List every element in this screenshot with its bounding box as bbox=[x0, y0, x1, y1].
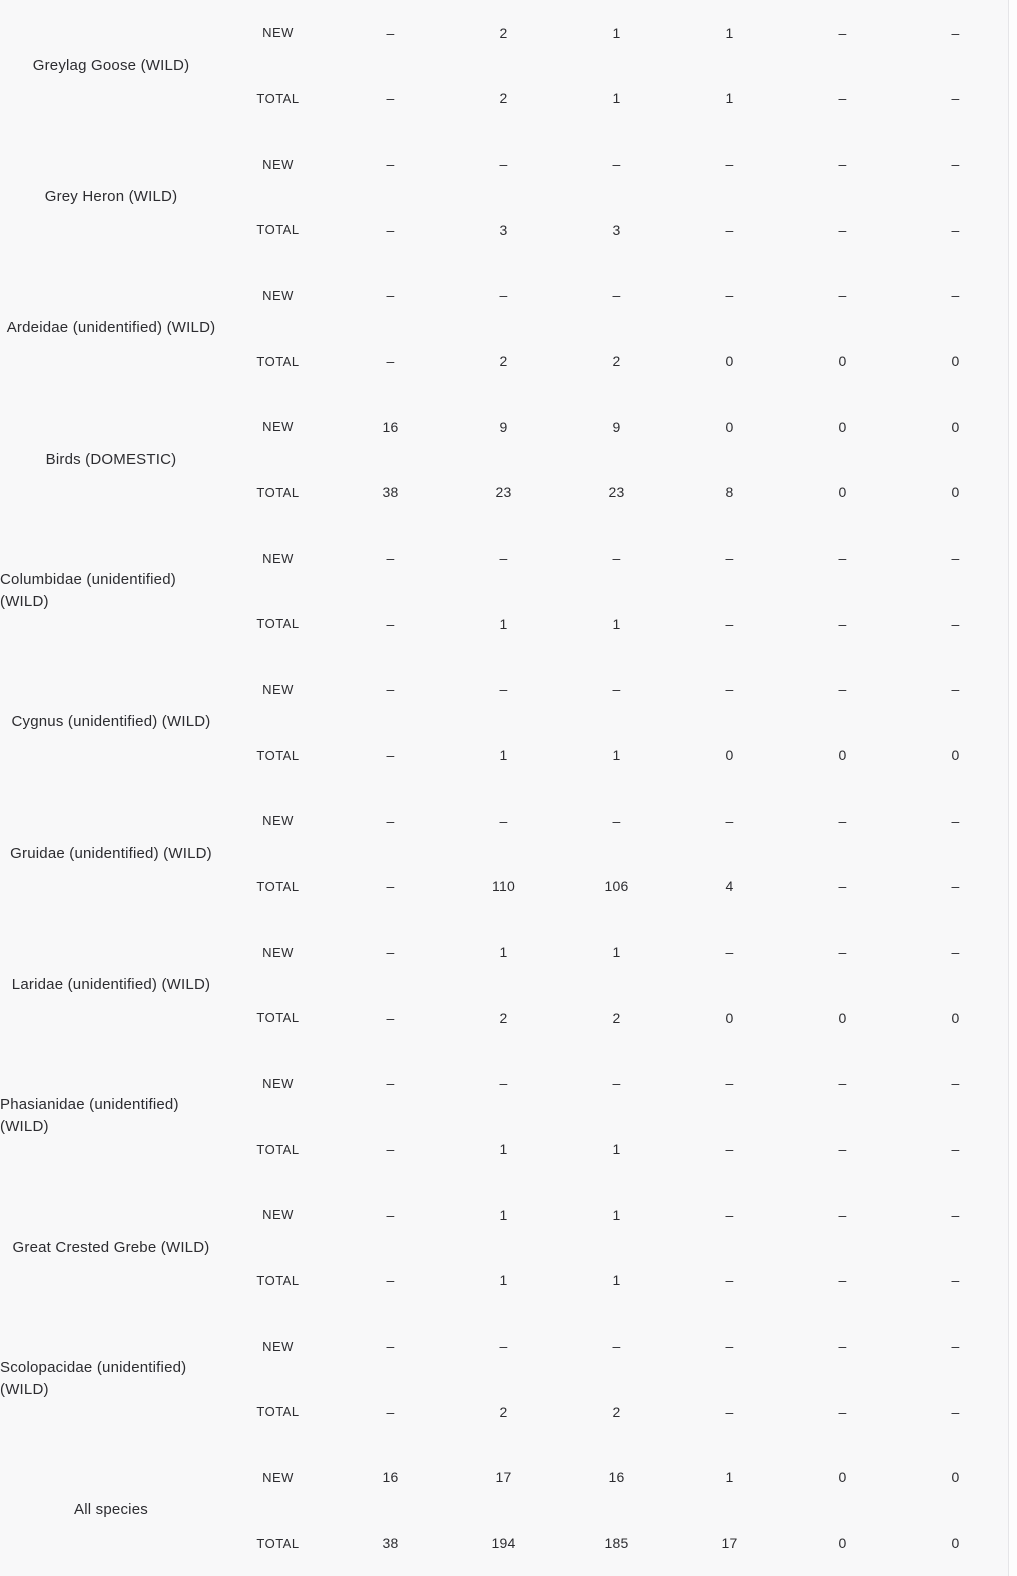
total-value-cell: 17 bbox=[721, 1535, 738, 1552]
new-value-cell: 1 bbox=[725, 1469, 734, 1486]
new-value-cell: 0 bbox=[838, 418, 847, 435]
total-value-cell: 0 bbox=[838, 1535, 847, 1552]
total-value-cell: 0 bbox=[951, 1535, 960, 1552]
row-type-label-new: NEW bbox=[262, 944, 294, 960]
total-value-cell: – bbox=[951, 221, 960, 238]
species-name bbox=[0, 1237, 222, 1259]
species-name bbox=[0, 711, 222, 733]
species-name bbox=[0, 449, 222, 471]
total-value-cell: 1 bbox=[612, 1272, 621, 1289]
total-value-cell: 2 bbox=[612, 1403, 621, 1420]
new-value-cell: – bbox=[838, 1206, 847, 1223]
new-value-cell: 16 bbox=[382, 1469, 399, 1486]
new-value-cell: 2 bbox=[499, 24, 508, 41]
species-row bbox=[0, 1051, 1008, 1182]
new-value-cell: 1 bbox=[499, 944, 508, 961]
species-name-text: Birds (DOMESTIC) bbox=[45, 450, 177, 468]
new-value-cell: – bbox=[951, 24, 960, 41]
total-value-cell: 2 bbox=[499, 1403, 508, 1420]
row-type-label-new: NEW bbox=[262, 813, 294, 829]
total-value-cell: 1 bbox=[499, 747, 508, 764]
new-value-cell: – bbox=[838, 944, 847, 961]
new-value-cell: – bbox=[951, 681, 960, 698]
total-value-cell: 2 bbox=[612, 1009, 621, 1026]
new-value-cell: – bbox=[386, 1075, 395, 1092]
new-value-cell: – bbox=[951, 812, 960, 829]
new-value-cell: – bbox=[951, 1075, 960, 1092]
species-name bbox=[0, 843, 222, 865]
new-value-cell: – bbox=[386, 24, 395, 41]
new-value-cell: – bbox=[951, 550, 960, 567]
total-value-cell: 2 bbox=[499, 90, 508, 107]
total-value-cell: – bbox=[838, 221, 847, 238]
new-value-cell: – bbox=[838, 156, 847, 173]
new-value-cell: 0 bbox=[838, 1469, 847, 1486]
row-type-label-total: TOTAL bbox=[256, 484, 300, 500]
new-value-cell: 1 bbox=[612, 1206, 621, 1223]
total-value-cell: – bbox=[725, 1272, 734, 1289]
species-name-text: Laridae (unidentified) (WILD) bbox=[11, 975, 211, 993]
new-value-cell: – bbox=[499, 812, 508, 829]
new-value-cell: – bbox=[612, 681, 621, 698]
species-name-text: Gruidae (unidentified) (WILD) bbox=[10, 844, 212, 862]
species-name-text: All species bbox=[74, 1501, 148, 1519]
row-type-label-new: NEW bbox=[262, 419, 294, 435]
total-value-cell: 0 bbox=[725, 1009, 734, 1026]
species-row bbox=[0, 1445, 1008, 1576]
total-value-cell: – bbox=[838, 90, 847, 107]
row-type-label-total: TOTAL bbox=[256, 222, 300, 238]
species-name-text: Grey Heron (WILD) bbox=[44, 188, 178, 205]
species-name-text: Cygnus (unidentified) (WILD) bbox=[11, 713, 211, 731]
total-value-cell: 1 bbox=[499, 1141, 508, 1158]
new-value-cell: – bbox=[725, 944, 734, 961]
new-value-cell: – bbox=[612, 287, 621, 304]
new-value-cell: – bbox=[499, 681, 508, 698]
row-type-label-total: TOTAL bbox=[256, 1535, 300, 1551]
new-value-cell: – bbox=[386, 944, 395, 961]
total-value-cell: 0 bbox=[725, 353, 734, 370]
row-type-label-total: TOTAL bbox=[256, 1141, 300, 1157]
total-value-cell: 1 bbox=[499, 615, 508, 632]
species-row bbox=[0, 919, 1008, 1050]
total-value-cell: – bbox=[838, 1403, 847, 1420]
total-value-cell: – bbox=[725, 615, 734, 632]
new-value-cell: 0 bbox=[951, 1469, 960, 1486]
total-value-cell: – bbox=[386, 353, 395, 370]
new-value-cell: 9 bbox=[612, 418, 621, 435]
new-value-cell: 0 bbox=[725, 418, 734, 435]
row-type-label-total: TOTAL bbox=[256, 90, 300, 106]
row-type-label-new: NEW bbox=[262, 287, 294, 303]
new-value-cell: – bbox=[612, 1338, 621, 1355]
new-value-cell: – bbox=[386, 156, 395, 173]
total-value-cell: 106 bbox=[604, 878, 629, 895]
total-value-cell: – bbox=[951, 1403, 960, 1420]
species-name bbox=[0, 1094, 222, 1138]
new-value-cell: – bbox=[951, 287, 960, 304]
new-value-cell: – bbox=[951, 944, 960, 961]
row-type-label-total: TOTAL bbox=[256, 1404, 300, 1420]
new-value-cell: – bbox=[612, 1075, 621, 1092]
total-value-cell: – bbox=[951, 615, 960, 632]
new-value-cell: – bbox=[725, 1338, 734, 1355]
new-value-cell: – bbox=[725, 812, 734, 829]
total-value-cell: – bbox=[838, 615, 847, 632]
total-value-cell: – bbox=[386, 1009, 395, 1026]
total-value-cell: 1 bbox=[725, 90, 734, 107]
species-name bbox=[0, 974, 222, 996]
total-value-cell: 23 bbox=[608, 484, 625, 501]
new-value-cell: – bbox=[725, 1206, 734, 1223]
species-row bbox=[0, 1182, 1008, 1313]
total-value-cell: 38 bbox=[382, 484, 399, 501]
species-row bbox=[0, 788, 1008, 919]
total-value-cell: 1 bbox=[612, 747, 621, 764]
total-value-cell: – bbox=[386, 747, 395, 764]
total-value-cell: 0 bbox=[951, 353, 960, 370]
new-value-cell: – bbox=[499, 287, 508, 304]
new-value-cell: – bbox=[386, 550, 395, 567]
new-value-cell: – bbox=[386, 287, 395, 304]
new-value-cell: 0 bbox=[951, 418, 960, 435]
total-value-cell: 194 bbox=[491, 1535, 516, 1552]
species-name bbox=[0, 55, 222, 77]
total-value-cell: 0 bbox=[838, 484, 847, 501]
species-row bbox=[0, 394, 1008, 525]
new-value-cell: 17 bbox=[495, 1469, 512, 1486]
species-name bbox=[0, 569, 222, 613]
total-value-cell: 1 bbox=[612, 90, 621, 107]
total-value-cell: 1 bbox=[612, 615, 621, 632]
row-type-label-new: NEW bbox=[262, 1207, 294, 1223]
species-name bbox=[0, 1499, 222, 1521]
total-value-cell: 0 bbox=[951, 484, 960, 501]
new-value-cell: – bbox=[499, 156, 508, 173]
row-type-label-total: TOTAL bbox=[256, 878, 300, 894]
new-value-cell: – bbox=[725, 156, 734, 173]
new-value-cell: – bbox=[838, 681, 847, 698]
total-value-cell: 23 bbox=[495, 484, 512, 501]
new-value-cell: – bbox=[838, 812, 847, 829]
new-value-cell: 1 bbox=[612, 24, 621, 41]
total-value-cell: 38 bbox=[382, 1535, 399, 1552]
new-value-cell: – bbox=[612, 550, 621, 567]
total-value-cell: 0 bbox=[951, 747, 960, 764]
total-value-cell: 110 bbox=[492, 878, 515, 895]
new-value-cell: – bbox=[838, 287, 847, 304]
new-value-cell: – bbox=[612, 156, 621, 173]
total-value-cell: – bbox=[386, 221, 395, 238]
species-name-text: Ardeidae (unidentified) (WILD) bbox=[6, 319, 216, 337]
total-value-cell: 2 bbox=[612, 353, 621, 370]
new-value-cell: 1 bbox=[725, 24, 734, 41]
species-row bbox=[0, 657, 1008, 788]
total-value-cell: – bbox=[725, 221, 734, 238]
total-value-cell: – bbox=[386, 1272, 395, 1289]
total-value-cell: – bbox=[725, 1403, 734, 1420]
species-row bbox=[0, 1313, 1008, 1444]
total-value-cell: – bbox=[386, 90, 395, 107]
row-type-label-total: TOTAL bbox=[256, 1272, 300, 1288]
total-value-cell: 4 bbox=[725, 878, 734, 895]
total-value-cell: 3 bbox=[499, 221, 508, 238]
total-value-cell: – bbox=[838, 1141, 847, 1158]
new-value-cell: – bbox=[951, 1206, 960, 1223]
total-value-cell: 1 bbox=[499, 1272, 508, 1289]
total-value-cell: – bbox=[951, 878, 960, 895]
new-value-cell: – bbox=[838, 550, 847, 567]
new-value-cell: – bbox=[725, 1075, 734, 1092]
new-value-cell: 9 bbox=[499, 418, 508, 435]
species-row bbox=[0, 263, 1008, 394]
row-type-label-new: NEW bbox=[262, 1075, 294, 1091]
new-value-cell: – bbox=[499, 1338, 508, 1355]
new-value-cell: – bbox=[499, 1075, 508, 1092]
species-name-text: Great Crested Grebe (WILD) bbox=[12, 1238, 210, 1256]
new-value-cell: – bbox=[386, 1206, 395, 1223]
total-value-cell: 3 bbox=[612, 221, 621, 238]
row-type-label-new: NEW bbox=[262, 681, 294, 697]
total-value-cell: – bbox=[386, 615, 395, 632]
total-value-cell: – bbox=[386, 1141, 395, 1158]
total-value-cell: – bbox=[386, 878, 395, 895]
new-value-cell: – bbox=[386, 681, 395, 698]
species-name-text: Scolopacidae (unidentified) (WILD) bbox=[0, 1358, 187, 1398]
total-value-cell: – bbox=[838, 878, 847, 895]
species-name-text: Phasianidae (unidentified) (WILD) bbox=[0, 1096, 179, 1136]
total-value-cell: 8 bbox=[725, 484, 734, 501]
species-name-text: Columbidae (unidentified) (WILD) bbox=[0, 570, 176, 610]
row-type-label-total: TOTAL bbox=[256, 1010, 300, 1026]
row-type-label-total: TOTAL bbox=[256, 353, 300, 369]
total-value-cell: 0 bbox=[951, 1009, 960, 1026]
row-type-label-new: NEW bbox=[262, 156, 294, 172]
new-value-cell: 16 bbox=[608, 1469, 625, 1486]
new-value-cell: – bbox=[386, 1338, 395, 1355]
new-value-cell: – bbox=[838, 1075, 847, 1092]
row-type-label-new: NEW bbox=[262, 1469, 294, 1485]
species-row bbox=[0, 525, 1008, 656]
total-value-cell: 2 bbox=[499, 353, 508, 370]
species-name bbox=[0, 317, 222, 339]
new-value-cell: – bbox=[951, 156, 960, 173]
row-type-label-new: NEW bbox=[262, 25, 294, 41]
new-value-cell: – bbox=[499, 550, 508, 567]
total-value-cell: 2 bbox=[499, 1009, 508, 1026]
new-value-cell: – bbox=[386, 812, 395, 829]
new-value-cell: – bbox=[838, 1338, 847, 1355]
total-value-cell: – bbox=[838, 1272, 847, 1289]
total-value-cell: 0 bbox=[838, 353, 847, 370]
row-type-label-total: TOTAL bbox=[256, 616, 300, 632]
total-value-cell: 0 bbox=[838, 747, 847, 764]
new-value-cell: – bbox=[612, 812, 621, 829]
total-value-cell: 1 bbox=[612, 1141, 621, 1158]
species-row bbox=[0, 0, 1008, 131]
new-value-cell: – bbox=[725, 287, 734, 304]
total-value-cell: – bbox=[951, 1141, 960, 1158]
new-value-cell: – bbox=[725, 550, 734, 567]
total-value-cell: – bbox=[386, 1403, 395, 1420]
species-row bbox=[0, 131, 1008, 262]
row-type-label-total: TOTAL bbox=[256, 747, 300, 763]
species-name-text: Greylag Goose (WILD) bbox=[32, 56, 190, 74]
row-type-label-new: NEW bbox=[262, 550, 294, 566]
total-value-cell: 185 bbox=[604, 1535, 629, 1552]
new-value-cell: – bbox=[951, 1338, 960, 1355]
species-name bbox=[0, 186, 222, 208]
total-value-cell: 0 bbox=[838, 1009, 847, 1026]
new-value-cell: – bbox=[725, 681, 734, 698]
new-value-cell: – bbox=[838, 24, 847, 41]
new-value-cell: 1 bbox=[612, 944, 621, 961]
species-name bbox=[0, 1357, 222, 1401]
row-type-label-new: NEW bbox=[262, 1338, 294, 1354]
new-value-cell: 1 bbox=[499, 1206, 508, 1223]
new-value-cell: 16 bbox=[382, 418, 399, 435]
total-value-cell: – bbox=[951, 1272, 960, 1289]
total-value-cell: 0 bbox=[725, 747, 734, 764]
total-value-cell: – bbox=[951, 90, 960, 107]
total-value-cell: – bbox=[725, 1141, 734, 1158]
